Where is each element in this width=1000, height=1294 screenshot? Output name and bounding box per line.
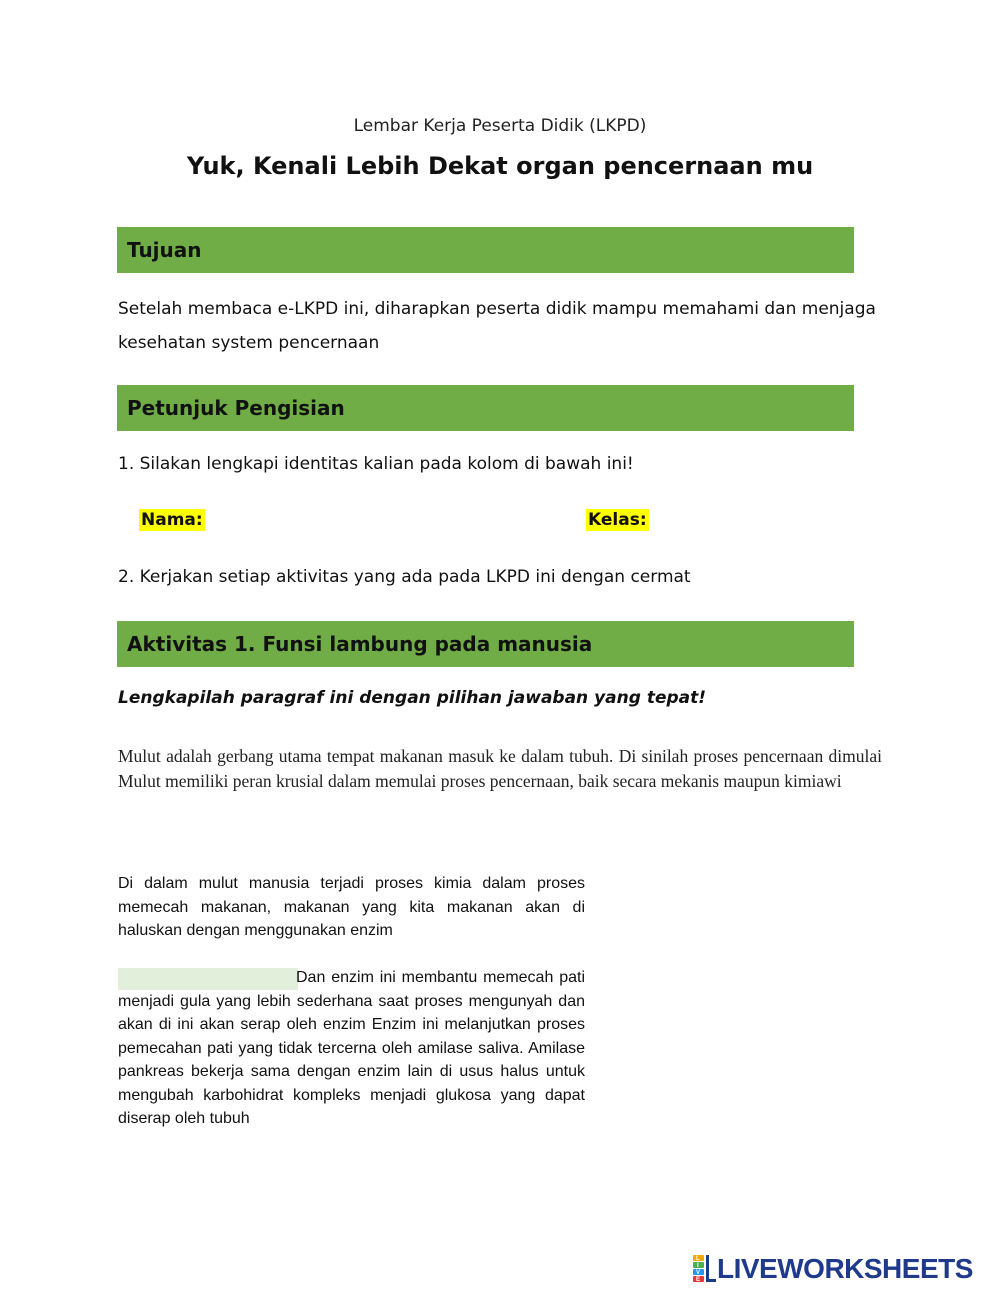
intro-paragraph: Mulut adalah gerbang utama tempat makanan masuk ke dalam tubuh. Di sinilah proses pencernaan dimulai Mulut memiliki peran krusial dalam memulai proses pencernaan, baik secara mekanis maupun kimiawi — [118, 746, 882, 791]
kelas-field — [586, 510, 649, 530]
nama-label: Nama: — [141, 510, 203, 530]
section-heading-tujuan: Tujuan — [117, 227, 854, 273]
cloze-paragraph-2-text: Dan enzim ini membantu memecah pati menjadi gula yang lebih sederhana saat proses mengunyah dan akan di ini akan serap oleh enzim Enzim ini melanjutkan proses pemecahan pati yang tidak tercerna oleh amilase saliva. Amilase pankreas bekerja sama dengan enzim lain di usus halus untuk mengubah karbohidrat kompleks menjadi glukosa yang dapat diserap oleh tubuh — [118, 969, 585, 1127]
kelas-label: Kelas: — [588, 510, 647, 530]
tujuan-text: Setelah membaca e-LKPD ini, diharapkan peserta didik mampu memahami dan menjaga kesehatan system pencernaan — [118, 299, 876, 353]
liveworksheets-logo — [693, 1254, 973, 1284]
section-heading-petunjuk: Petunjuk Pengisian — [117, 385, 854, 431]
cloze-paragraph-2 — [118, 966, 585, 1131]
liveworksheets-logo-icon — [693, 1255, 717, 1283]
instruction-item-2: 2. Kerjakan setiap aktivitas yang ada pada LKPD ini dengan cermat — [118, 567, 691, 587]
cloze-paragraph-1: Di dalam mulut manusia terjadi proses kimia dalam proses memecah makanan, makanan yang kita makanan akan di haluskan dengan menggunakan enzim — [118, 875, 585, 939]
activity-instruction: Lengkapilah paragraf ini dengan pilihan jawaban yang tepat! — [118, 688, 707, 708]
instruction-item-1: 1. Silakan lengkapi identitas kalian pada kolom di bawah ini! — [118, 454, 634, 474]
worksheet-title: Yuk, Kenali Lebih Dekat organ pencernaan mu — [186, 152, 814, 180]
liveworksheets-logo-text: LIVEWORKSHEETS — [717, 1253, 973, 1284]
section-heading-aktivitas-1: Aktivitas 1. Funsi lambung pada manusia — [117, 621, 854, 667]
svg-text:L: L — [696, 1256, 700, 1262]
nama-field — [139, 510, 205, 530]
svg-text:E: E — [696, 1277, 701, 1283]
worksheet-subtitle: Lembar Kerja Peserta Didik (LKPD) — [353, 116, 647, 136]
svg-text:I: I — [697, 1263, 699, 1269]
svg-text:V: V — [696, 1270, 701, 1276]
